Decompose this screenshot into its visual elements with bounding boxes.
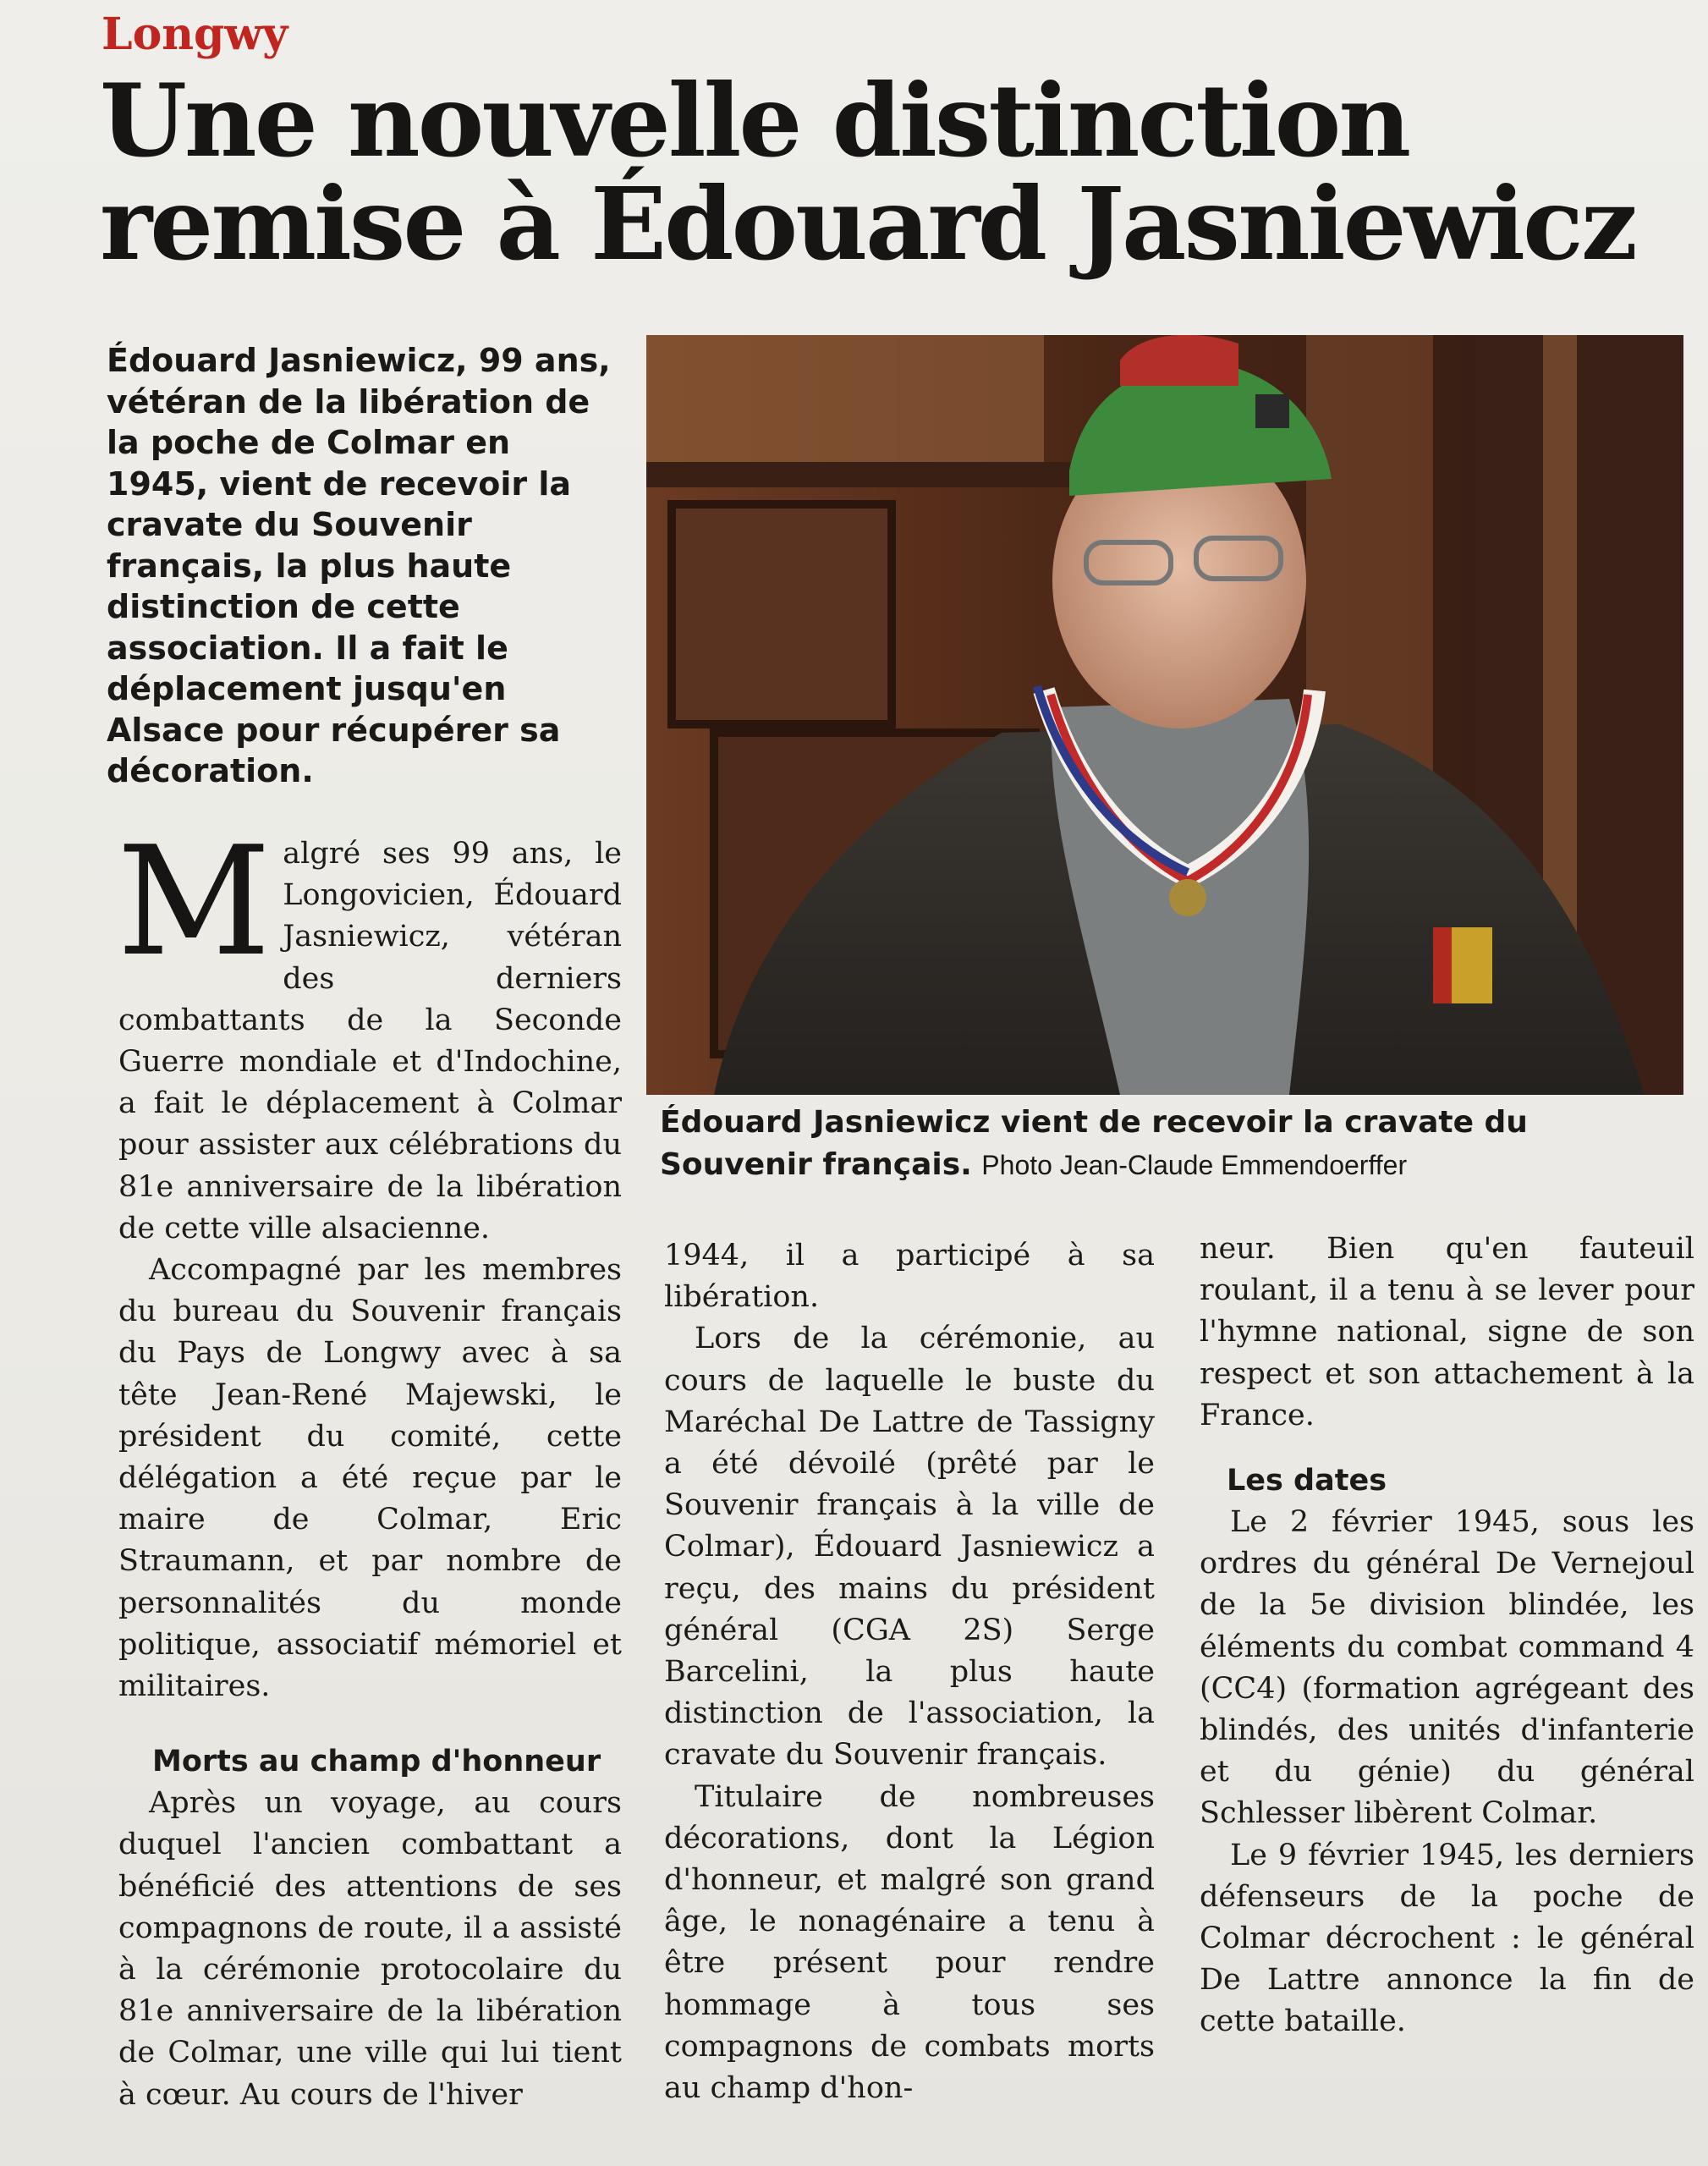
body-paragraph: Le 9 février 1945, les derniers défenseurs de la poche de Colmar décrochent : le général De Lattre annonce la fin de cette bataille. bbox=[1200, 1838, 1694, 2039]
body-column-2 bbox=[664, 1235, 1155, 2109]
body-paragraph: Le 2 février 1945, sous les ordres du général De Vernejoul de la 5e division blindée, les éléments du combat command 4 (CC4) (formation agrégeant des blindés, des unités d'infanterie et du génie) du général Schlesser libèrent Colmar. bbox=[1200, 1505, 1694, 1831]
veteran-portrait-illustration bbox=[646, 335, 1683, 1095]
body-column-1 bbox=[117, 814, 622, 2116]
subheading: Les dates bbox=[1227, 1464, 1387, 1498]
article-lede: Édouard Jasniewicz, 99 ans, vétéran de la libération de la poche de Colmar en 1945, vient de recevoir la cravate du Souvenir français, la plus haute distinction de cette association. Il a fait le déplacement jusqu'en Alsace pour récupérer sa décoration. bbox=[107, 342, 611, 789]
body-paragraph: Lors de la cérémonie, au cours de laquelle le buste du Maréchal De Lattre de Tassigny a été dévoilé (prêté par le Souvenir français à la ville de Colmar), Édouard Jasniewicz a reçu, des mains du président général (CGA 2S) Serge Barcelini, la plus haute distinction de l'association, la cravate du Souvenir français. bbox=[664, 1322, 1155, 1773]
body-paragraph: 1944, il a participé à sa libération. bbox=[664, 1239, 1155, 1315]
photo-credit: Photo Jean-Claude Emmendoerffer bbox=[981, 1150, 1408, 1180]
body-paragraph: Accompagné par les membres du bureau du Souvenir français du Pays de Longwy avec à sa tête Jean-René Majewski, le président du comité, cette délégation a été reçue par le maire de Colmar, Eric Straumann, et par nombre de personnalités du monde politique, associatif mémoriel et militaires. bbox=[118, 1253, 622, 1704]
body-paragraph: Titulaire de nombreuses décorations, dont la Légion d'honneur, et malgré son grand âge, le nonagénaire a tenu à être présent pour rendre hommage à tous ses compagnons de combats morts au champ d'hon- bbox=[664, 1779, 1155, 2106]
subheading: Morts au champ d'honneur bbox=[152, 1745, 601, 1779]
photo-caption bbox=[660, 1102, 1675, 1186]
article-headline: Une nouvelle distinction remise à Édouard Jasniewicz bbox=[100, 62, 1635, 283]
article-photo bbox=[646, 335, 1683, 1095]
body-paragraph: Après un voyage, au cours duquel l'ancien combattant a bénéficié des attentions de ses compagnons de route, il a assisté à la cérémonie protocolaire du 81e anniversaire de la libération de Colmar, une ville qui lui tient à cœur. Au cours de l'hiver bbox=[118, 1786, 622, 2112]
drop-cap: M bbox=[117, 814, 272, 989]
caption-text: Édouard Jasniewicz vient de recevoir la cravate du Souvenir français. bbox=[660, 1105, 1528, 1182]
section-kicker: Longwy bbox=[102, 8, 288, 60]
body-paragraph: algré ses 99 ans, le Longovicien, Édouard Jasniewicz, vétéran des derniers combattants de la Seconde Guerre mondiale et d'Indochine, a fait le déplacement à Colmar pour assister aux célébrations du 81e anniversaire de la libération de cette ville alsacienne. bbox=[118, 837, 622, 1245]
body-column-3 bbox=[1200, 1229, 1694, 2043]
body-paragraph: neur. Bien qu'en fauteuil roulant, il a tenu à se lever pour l'hymne national, signe de son respect et son attachement à la France. bbox=[1200, 1232, 1694, 1432]
